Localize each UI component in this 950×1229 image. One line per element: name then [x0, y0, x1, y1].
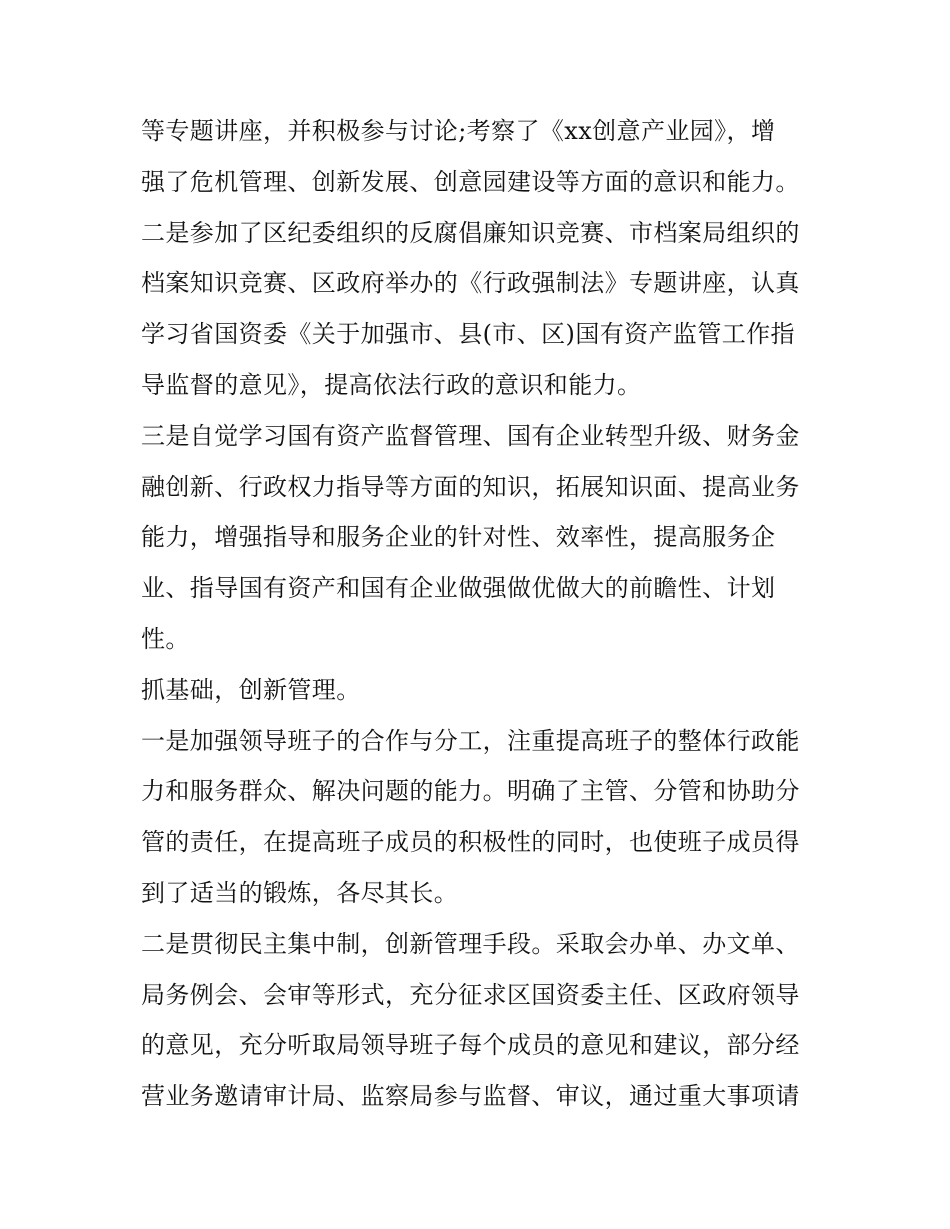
- text-line: 局务例会、会审等形式，充分征求区国资委主任、区政府领导: [141, 980, 800, 1009]
- text-line: 抓基础，创新管理。: [141, 675, 361, 704]
- text-line: 营业务邀请审计局、监察局参与监督、审议，通过重大事项请: [141, 1082, 800, 1111]
- text-line: 到了适当的锻炼，各尽其长。: [141, 878, 459, 907]
- text-line: 导监督的意见》，提高依法行政的意识和能力。: [141, 370, 642, 399]
- text-line: 业、指导国有资产和国有企业做强做优做大的前瞻性、计划: [141, 574, 776, 603]
- text-line: 的意见，充分听取局领导班子每个成员的意见和建议，部分经: [141, 1031, 800, 1060]
- document-body: [141, 106, 821, 1122]
- text-line: 二是贯彻民主集中制，创新管理手段。采取会办单、办文单、: [141, 929, 800, 958]
- text-line: 二是参加了区纪委组织的反腐倡廉知识竞赛、市档案局组织的: [141, 218, 800, 247]
- text-line: 强了危机管理、创新发展、创意园建设等方面的意识和能力。: [141, 167, 800, 196]
- text-line: 学习省国资委《关于加强市、县(市、区)国有资产监管工作指: [141, 320, 795, 349]
- text-line: 三是自觉学习国有资产监督管理、国有企业转型升级、财务金: [141, 421, 800, 450]
- text-line: 能力，增强指导和服务企业的针对性、效率性，提高服务企: [141, 523, 776, 552]
- text-line: 力和服务群众、解决问题的能力。明确了主管、分管和协助分: [141, 777, 800, 806]
- text-line: 管的责任，在提高班子成员的积极性的同时，也使班子成员得: [141, 828, 800, 857]
- text-line: 性。: [141, 624, 190, 653]
- text-line: 档案知识竞赛、区政府举办的《行政强制法》专题讲座，认真: [141, 269, 800, 298]
- text-line: 融创新、行政权力指导等方面的知识，拓展知识面、提高业务: [141, 472, 800, 501]
- text-line: 等专题讲座，并积极参与讨论;考察了《xx创意产业园》，增: [141, 117, 776, 145]
- text-line: 一是加强领导班子的合作与分工，注重提高班子的整体行政能: [141, 726, 800, 755]
